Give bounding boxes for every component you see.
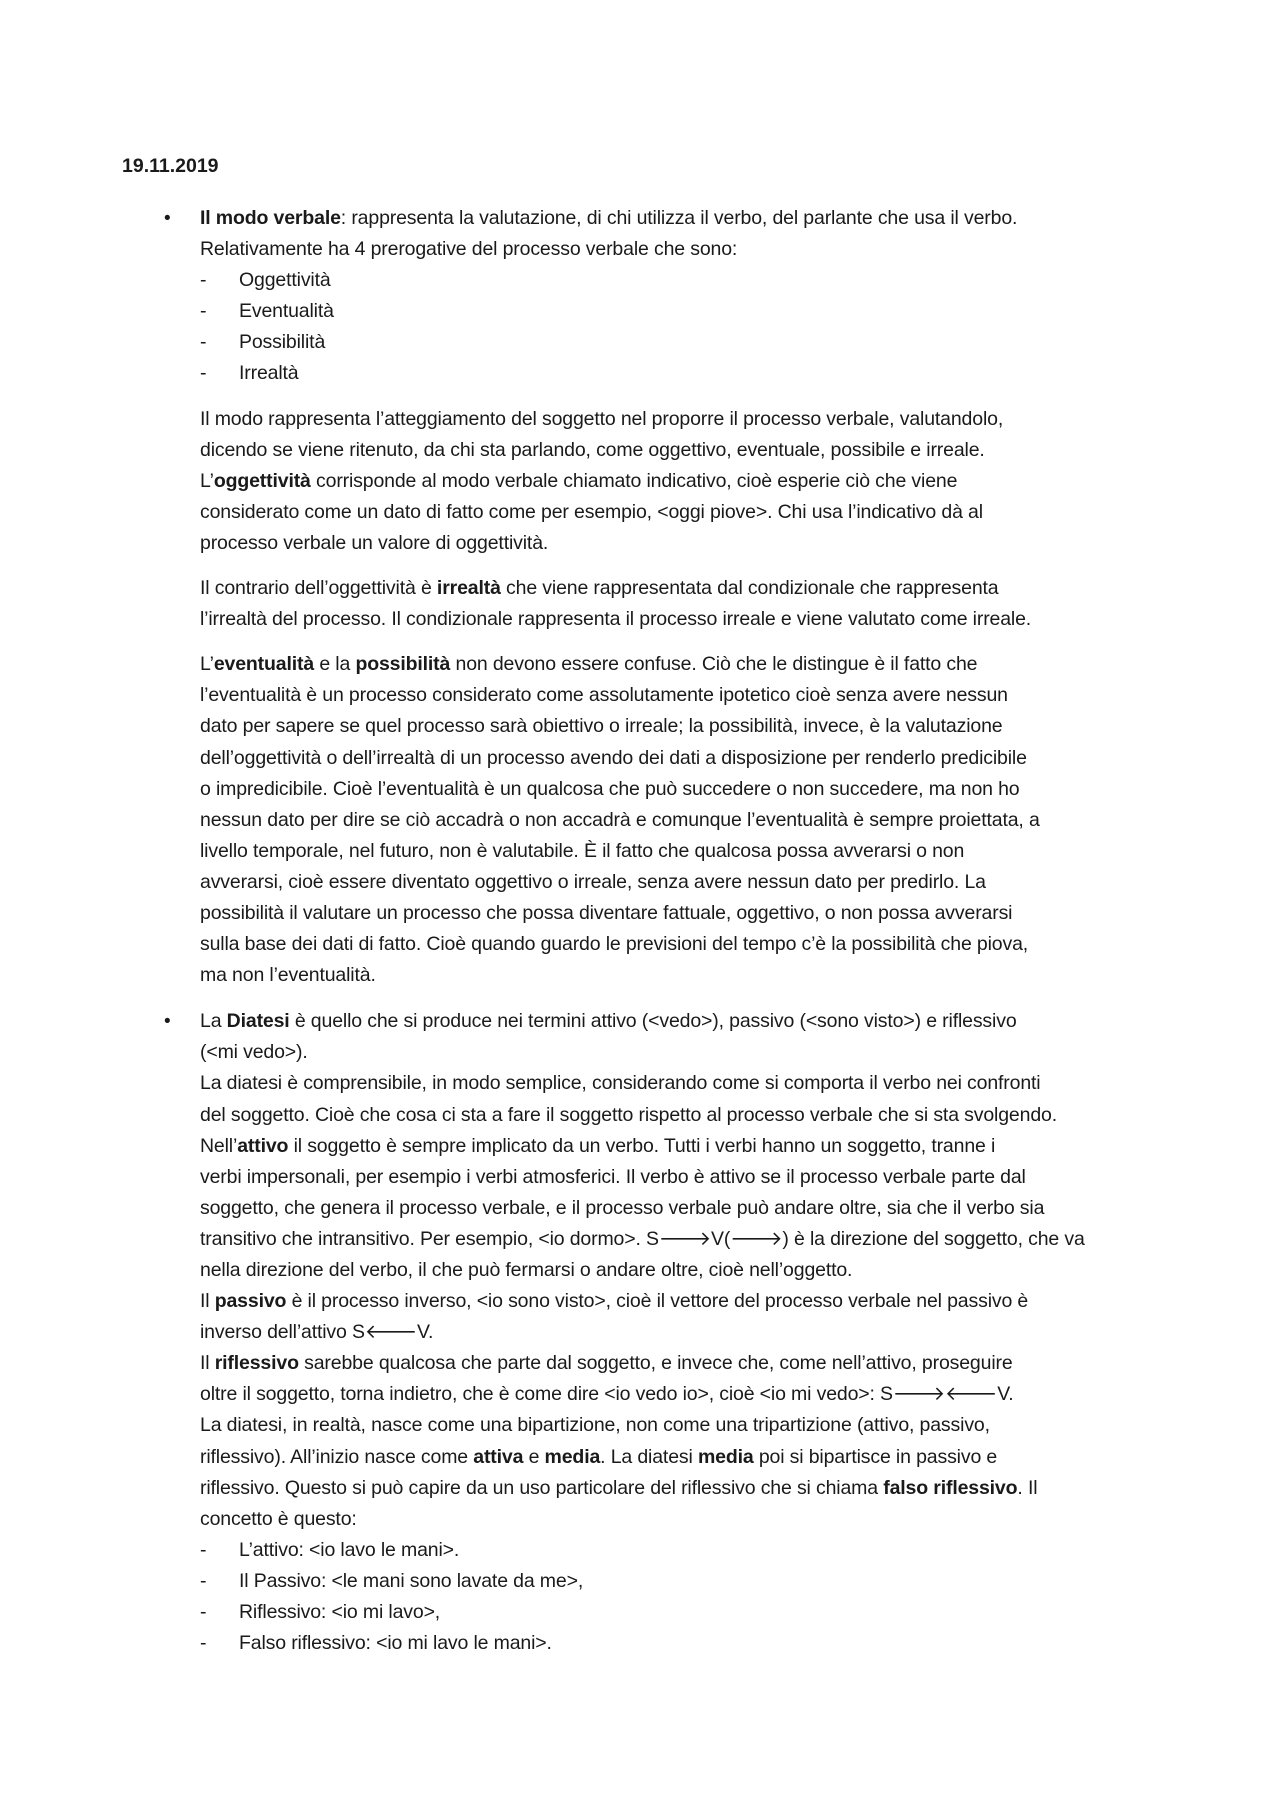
bold-term: riflessivo	[214, 1352, 299, 1375]
bold-term: falso riflessivo	[883, 1476, 1018, 1499]
text-line	[200, 1100, 1200, 1131]
bold-term: passivo	[214, 1290, 287, 1313]
text-run: avverarsi, cioè essere diventato oggettivo o irreale, senza avere nessun dato per predirlo. La	[200, 870, 986, 893]
text-run: e	[523, 1445, 545, 1468]
text-line	[200, 1255, 1200, 1286]
list-item	[200, 1535, 1200, 1566]
text-line	[200, 805, 1200, 836]
bold-term: possibilità	[355, 653, 451, 676]
text-run: inverso dell’attivo S🡐V.	[200, 1321, 434, 1344]
bold-term: media	[697, 1445, 754, 1468]
text-line	[200, 711, 1200, 742]
paragraph-irrealta	[200, 573, 1200, 635]
text-run: e la	[314, 653, 356, 676]
bullet-icon: •	[164, 1011, 171, 1033]
text-run: nessun dato per dire se ciò accadrà o non accadrà e comunque l’eventualità è sempre proiettata, a	[200, 808, 1040, 831]
text-run: poi si bipartisce in passivo e	[753, 1445, 998, 1468]
bold-term: media	[544, 1445, 601, 1468]
text-line	[200, 1504, 1200, 1535]
text-run: è quello che si produce nei termini attivo (<vedo>), passivo (<sono visto>) e riflessivo	[289, 1010, 1017, 1033]
text-line	[200, 1473, 1200, 1504]
text-run: dicendo se viene ritenuto, da chi sta parlando, come oggettivo, eventuale, possibile e irreale.	[200, 438, 985, 461]
text-line	[200, 466, 1200, 497]
bold-term: oggettività	[213, 469, 311, 492]
text-run: La diatesi è comprensibile, in modo semplice, considerando come si comporta il verbo nei confronti	[200, 1072, 1041, 1095]
text-run: riflessivo). All’inizio nasce come	[200, 1445, 474, 1468]
text-line	[200, 649, 1200, 680]
text-run: possibilità il valutare un processo che possa diventare fattuale, oggettivo, o non possa avverarsi	[200, 901, 1013, 924]
list-item-text: L’attivo: <io lavo le mani>.	[239, 1538, 460, 1561]
text-run: è il processo inverso, <io sono visto>, cioè il vettore del processo verbale nel passivo è	[286, 1290, 1029, 1313]
bold-term: attiva	[473, 1445, 524, 1468]
text-run: . Il	[1017, 1476, 1038, 1499]
text-run: oltre il soggetto, torna indietro, che è come dire <io vedo io>, cioè <io mi vedo>: S🡒🡐V.	[200, 1383, 1014, 1406]
dash-marker: -	[200, 1538, 207, 1561]
text-run: Nell’	[200, 1134, 238, 1157]
text-run: sulla base dei dati di fatto. Cioè quando guardo le previsioni del tempo c’è la possibilità che piova,	[200, 933, 1029, 956]
text-run: (<mi vedo>).	[200, 1041, 308, 1064]
list-item-text: Riflessivo: <io mi lavo>,	[239, 1601, 441, 1624]
text-line	[200, 1193, 1200, 1224]
text-run: L’	[200, 469, 214, 492]
text-run: Il	[200, 1290, 215, 1313]
text-line	[200, 1442, 1200, 1473]
section-modo-verbale	[164, 203, 1200, 991]
text-line	[200, 1286, 1200, 1317]
text-run: processo verbale un valore di oggettività.	[200, 531, 549, 554]
date-heading: 19.11.2019	[122, 155, 219, 177]
modo-verbale-intro	[200, 203, 1200, 265]
text-run: L’	[200, 653, 214, 676]
dash-marker: -	[200, 362, 207, 385]
list-item	[200, 1597, 1200, 1628]
text-run: Il contrario dell’oggettività è	[200, 577, 437, 600]
text-run: dell’oggettività o dell’irrealtà di un processo avendo dei dati a disposizione per renderlo predicibile	[200, 746, 1027, 769]
text-run: La diatesi, in realtà, nasce come una bipartizione, non come una tripartizione (attivo, passivo,	[200, 1414, 990, 1437]
text-line	[200, 1006, 1200, 1037]
text-run: soggetto, che genera il processo verbale, e il processo verbale può andare oltre, sia che il verbo sia	[200, 1196, 1045, 1219]
bold-term: Diatesi	[226, 1010, 290, 1033]
text-run: Il modo rappresenta l’atteggiamento del soggetto nel proporre il processo verbale, valutandolo,	[200, 407, 1004, 430]
text-line	[200, 929, 1200, 960]
text-run: sarebbe qualcosa che parte dal soggetto, e invece che, come nell’attivo, proseguire	[298, 1352, 1013, 1375]
text-line	[200, 1037, 1200, 1068]
text-line	[200, 1410, 1200, 1441]
bold-term: Il modo verbale	[200, 207, 341, 229]
text-run: l’eventualità è un processo considerato come assolutamente ipotetico cioè senza avere nessun	[200, 684, 1008, 707]
bold-term: attivo	[237, 1134, 289, 1157]
list-item-text: Irrealtà	[239, 362, 299, 385]
list-item-text: Oggettività	[239, 269, 331, 292]
list-item	[200, 358, 1200, 389]
diatesi-examples-list	[200, 1535, 1200, 1659]
dash-marker: -	[200, 1569, 207, 1592]
list-item	[200, 296, 1200, 327]
list-item-text: Falso riflessivo: <io mi lavo le mani>.	[239, 1632, 552, 1655]
dash-marker: -	[200, 300, 207, 323]
text-run: Relativamente ha 4 prerogative del processo verbale che sono:	[200, 238, 738, 261]
diatesi-text	[200, 1006, 1200, 1535]
text-run: Il	[200, 1352, 215, 1375]
dash-marker: -	[200, 1601, 207, 1624]
text-line	[200, 960, 1200, 991]
text-line	[200, 1317, 1200, 1348]
text-line	[200, 528, 1200, 559]
text-line	[200, 234, 1200, 265]
dash-marker: -	[200, 1632, 207, 1655]
text-line	[200, 898, 1200, 929]
text-run: concetto è questo:	[200, 1507, 357, 1530]
text-line	[200, 497, 1200, 528]
text-run: corrisponde al modo verbale chiamato indicativo, cioè esperie ciò che viene	[310, 469, 958, 492]
text-run: del soggetto. Cioè che cosa ci sta a fare il soggetto rispetto al processo verbale che si sta svolgendo.	[200, 1103, 1057, 1126]
bold-term: irrealtà	[436, 577, 501, 600]
list-item-text: Possibilità	[239, 331, 326, 354]
text-run: nella direzione del verbo, il che può fermarsi o andare oltre, cioè nell’oggetto.	[200, 1259, 853, 1281]
prerogative-list	[200, 265, 1200, 389]
text-line	[200, 1162, 1200, 1193]
list-item	[200, 1566, 1200, 1597]
list-item	[200, 1628, 1200, 1659]
text-run: ma non l’eventualità.	[200, 964, 376, 987]
text-run: . La diatesi	[600, 1445, 698, 1468]
text-run: riflessivo. Questo si può capire da un uso particolare del riflessivo che si chiama	[200, 1476, 884, 1499]
text-line	[200, 1379, 1200, 1410]
text-run: o impredicibile. Cioè l’eventualità è un qualcosa che può succedere o non succedere, ma non ho	[200, 777, 1020, 800]
text-line	[200, 604, 1200, 635]
paragraph-eventualita-possibilita	[200, 649, 1200, 991]
list-item	[200, 327, 1200, 358]
text-line	[200, 1348, 1200, 1379]
text-line	[200, 573, 1200, 604]
text-line	[200, 1224, 1200, 1255]
text-run: considerato come un dato di fatto come per esempio, <oggi piove>. Chi usa l’indicativo dà al	[200, 500, 983, 523]
text-run: livello temporale, nel futuro, non è valutabile. È il fatto che qualcosa possa avverarsi o non	[200, 839, 965, 862]
text-line	[200, 203, 1200, 234]
paragraph-oggettivita	[200, 404, 1200, 559]
text-line	[200, 1068, 1200, 1099]
text-line	[200, 435, 1200, 466]
text-run: verbi impersonali, per esempio i verbi atmosferici. Il verbo è attivo se il processo verbale parte dal	[200, 1165, 1026, 1188]
text-line	[200, 680, 1200, 711]
list-item	[200, 265, 1200, 296]
text-run: transitivo che intransitivo. Per esempio, <io dormo>. S🡒V(🡒) è la direzione del soggetto, che va	[200, 1227, 1085, 1250]
text-line	[200, 743, 1200, 774]
text-run: il soggetto è sempre implicato da un verbo. Tutti i verbi hanno un soggetto, tranne i	[288, 1134, 996, 1157]
text-line	[200, 867, 1200, 898]
bold-term: eventualità	[213, 653, 315, 676]
section-diatesi	[164, 1006, 1200, 1659]
text-run: non devono essere confuse. Ciò che le distingue è il fatto che	[450, 653, 978, 676]
list-item-text: Eventualità	[239, 300, 334, 323]
text-run: l’irrealtà del processo. Il condizionale rappresenta il processo irreale e viene valutato come irreale.	[200, 608, 1032, 631]
dash-marker: -	[200, 269, 207, 292]
text-line	[200, 404, 1200, 435]
notes-body	[164, 203, 1200, 1659]
text-line	[200, 774, 1200, 805]
text-line	[200, 1131, 1200, 1162]
text-line	[200, 836, 1200, 867]
text-run: che viene rappresentata dal condizionale che rappresenta	[500, 577, 999, 600]
list-item-text: Il Passivo: <le mani sono lavate da me>,	[239, 1569, 584, 1592]
text-run: dato per sapere se quel processo sarà obiettivo o irreale; la possibilità, invece, è la valutazione	[200, 715, 1003, 738]
bullet-icon: •	[164, 208, 171, 229]
dash-marker: -	[200, 331, 207, 354]
text-run: : rappresenta la valutazione, di chi utilizza il verbo, del parlante che usa il verbo.	[340, 207, 1018, 229]
text-run: La	[200, 1010, 227, 1033]
